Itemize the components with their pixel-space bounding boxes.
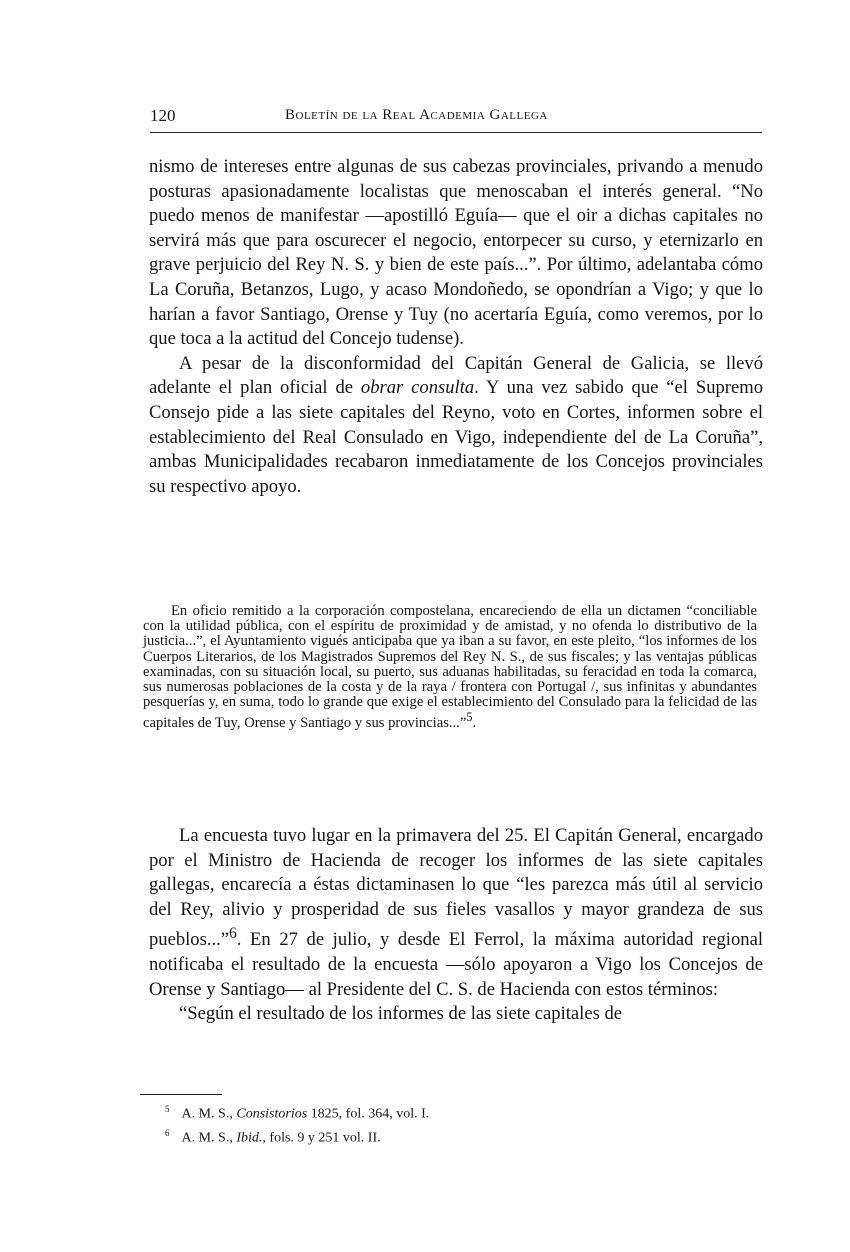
footnote-italic: Consistorios (236, 1106, 308, 1122)
quote-footnote-ref: 5 (466, 710, 473, 725)
footnote-number: 6 (165, 1127, 170, 1138)
paragraph-2 (149, 352, 763, 500)
page-header (150, 102, 762, 133)
paragraph-4: “Según el resultado de los informes de las siete capitales de (179, 1003, 623, 1025)
block-quote (143, 604, 757, 731)
paragraph-2-start: A pesar de la disconformidad del Capitán General de Galicia, se llevó adelante el plan oficial de (149, 352, 763, 399)
footnote-location: 1825, fol. 364, vol. I. (307, 1106, 430, 1122)
body-text-bottom (149, 824, 763, 1027)
footnote-separator (140, 1094, 222, 1095)
paragraph-3-start: La encuesta tuvo lugar en la primavera del 25. El Capitán General, encargado por el Ministro de Hacienda de recoger los informes de las siete capitales gallegas, encarecía a éstas dictaminasen lo que “les parezca más útil al servicio del Rey, alivio y prosperidad de sus fieles vasallos y mayor grandeza de sus pueblos...” (149, 825, 763, 951)
footnote-location: , fols. 9 y 251 vol. II. (262, 1130, 381, 1146)
paragraph-3-footnote-ref: 6 (229, 925, 237, 943)
paragraph-3-end: . En 27 de julio, y desde El Ferrol, la máxima autoridad regional notificaba el resultado de la encuesta —sólo apoyaron a Vigo los Concejos de Orense y Santiago— al Presidente del C. S. de Hacienda con estos términos: (149, 929, 763, 1000)
footnote-italic: Ibid. (236, 1130, 263, 1146)
footnote-number: 5 (165, 1104, 170, 1114)
running-title: Boletín de la Real Academia Gallega (285, 107, 548, 123)
footnotes (165, 1100, 665, 1147)
page-number: 120 (150, 106, 176, 125)
footnote-source: A. M. S., (181, 1106, 237, 1122)
footnote (165, 1100, 665, 1124)
footnote (165, 1124, 665, 1148)
paragraph-2-end: . Y una vez sabido que “el Supremo Consejo pide a las siete capitales del Reyno, voto en Cortes, informen sobre el establecimiento del Real Consulado en Vigo, independiente del de La Coruña”, ambas Municipalidades recabaron inmediatamente de los Concejos provinciales su respectivo apoyo. (149, 377, 763, 497)
paragraph-3 (149, 824, 763, 1002)
body-text-top (149, 155, 763, 499)
footnote-source: A. M. S., (181, 1130, 237, 1146)
paragraph-2-italic: obrar consulta (360, 377, 475, 399)
quote-text: En oficio remitido a la corporación compostelana, encareciendo de ella un dictamen “conciliable con la utilidad pública, con el espíritu de proximidad y de amistad, y no ofenda lo distributivo de la justicia...”, el Ayuntamiento vigués anticipaba que ya iban a su favor, en este pleito, “los informes de los Cuerpos Literarios, de los Magistrados Supremos del Rey N. S., de sus fiscales; y las ventajas públicas examinadas, con su situación local, su puerto, sus aduanas habilitadas, su feracidad en toda la comarca, sus numerosas poblaciones de la costa y de la raya / frontera con Portugal /, sus infinitas y abundantes pesquerías y, en suma, todo lo grande que exige el establecimiento del Consulado para la felicidad de las capitales de Tuy, Orense y Santiago y sus provincias...” (143, 603, 757, 732)
paragraph-1: nismo de intereses entre algunas de sus cabezas provinciales, privando a menudo posturas apasionadamente localistas que menoscaban el interés general. “No puedo menos de manifestar —apostilló Eguía— que el oir a dichas capitales no servirá más que para oscurecer el negocio, entorpecer su curso, y eternizarlo en grave perjuicio del Rey N. S. y bien de este país...”. Por último, adelantaba cómo La Coruña, Betanzos, Lugo, y acaso Mondoñedo, se opondrían a Vigo; y que lo harían a favor Santiago, Orense y Tuy (no acertaría Eguía, como veremos, por lo que toca a la actitud del Concejo tudense). (149, 156, 763, 350)
quote-paragraph: En oficio remitido a la corporación compostelana, encareciendo de ella un dictamen “conciliable con la utilidad pública, con el espíritu de proximidad y de amistad, y no ofenda lo distributivo de la justicia...”, el Ayuntamiento vigués anticipaba que ya iban a su favor, en este pleito, “los informes de los Cuerpos Literarios, de los Magistrados Supremos del Rey N. S., de sus fiscales; y las ventajas públicas examinadas, con su situación local, su puerto, sus aduanas habilitadas, su feracidad en toda la comarca, sus numerosas poblaciones de la costa y de la raya / frontera con Portugal /, sus infinitas y abundantes pesquerías y, en suma, todo lo grande que exige el establecimiento del Consulado para la felicidad de las capitales de Tuy, Orense y Santiago y sus provincias...”$^5$. (143, 603, 757, 732)
